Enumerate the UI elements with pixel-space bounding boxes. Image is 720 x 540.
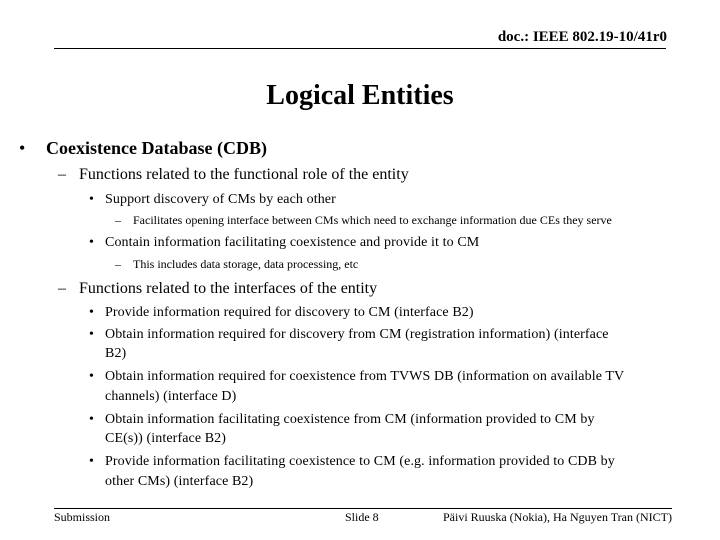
footer-slide-number: Slide 8 [345, 510, 379, 524]
section-heading-functional-role: Functions related to the functional role of the entity [79, 166, 409, 183]
list-bullet: • [89, 235, 95, 250]
sub-dash: – [115, 213, 121, 227]
section-dash: – [58, 280, 66, 297]
list-bullet: • [89, 369, 95, 384]
level1-bullet: • [19, 138, 26, 158]
footer-divider [54, 508, 672, 509]
section-dash: – [58, 166, 66, 183]
sub-list-item: Facilitates opening interface between CMs which need to exchange information due CEs they serve [133, 213, 612, 227]
list-item: Obtain information required for coexistence from TVWS DB (information on available TV [105, 369, 625, 384]
list-item-continuation: other CMs) (interface B2) [105, 474, 254, 489]
list-item: Contain information facilitating coexistence and provide it to CM [105, 235, 480, 250]
list-bullet: • [89, 454, 95, 469]
header-divider [54, 48, 666, 49]
section-heading-interfaces: Functions related to the interfaces of the entity [79, 280, 378, 297]
list-bullet: • [89, 305, 95, 320]
document-reference: doc.: IEEE 802.19-10/41r0 [497, 29, 667, 45]
list-item: Provide information facilitating coexistence to CM (e.g. information provided to CDB by [105, 454, 615, 469]
footer-submission: Submission [54, 510, 111, 524]
list-bullet: • [89, 327, 95, 342]
list-bullet: • [89, 192, 95, 207]
list-bullet: • [89, 412, 95, 427]
list-item-continuation: channels) (interface D) [105, 389, 237, 404]
footer-authors: Päivi Ruuska (Nokia), Ha Nguyen Tran (NICT) [443, 510, 672, 524]
list-item-continuation: CE(s)) (interface B2) [105, 431, 227, 446]
slide-title: Logical Entities [266, 80, 454, 111]
list-item-continuation: B2) [105, 346, 127, 361]
list-item: Support discovery of CMs by each other [105, 192, 336, 207]
sub-list-item: This includes data storage, data processing, etc [133, 257, 359, 271]
list-item: Obtain information required for discovery from CM (registration information) (interface [105, 327, 609, 342]
list-item: Obtain information facilitating coexistence from CM (information provided to CM by [105, 412, 595, 427]
list-item: Provide information required for discovery to CM (interface B2) [105, 305, 474, 320]
sub-dash: – [115, 257, 121, 271]
level1-heading: Coexistence Database (CDB) [46, 138, 267, 158]
